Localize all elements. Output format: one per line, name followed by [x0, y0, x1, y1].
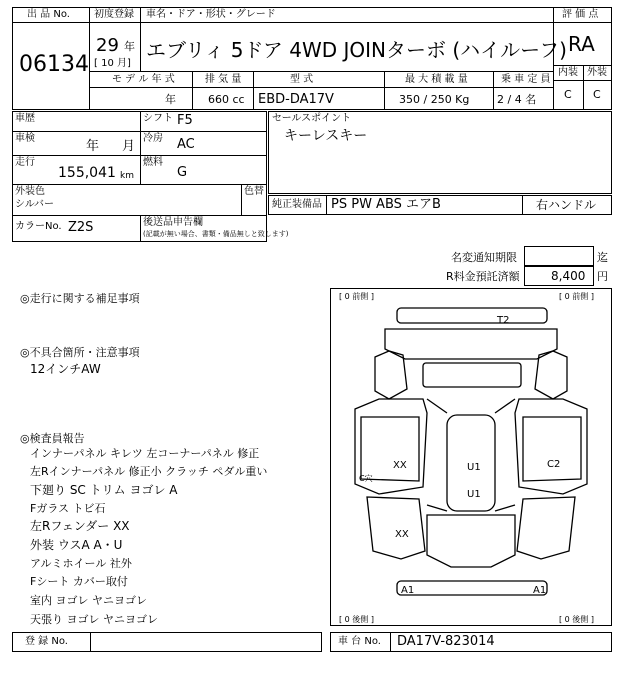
aftermarket-label: 後送品申告欄: [143, 217, 203, 228]
defects-title: ◎不具合箇所・注意事項: [20, 346, 140, 359]
displacement-label: 排 気 量: [205, 74, 242, 85]
inspector-line: 室内 ヨゴレ ヤニヨゴレ: [30, 594, 147, 607]
car-name-label: 車名・ドア・形状・グレード: [146, 9, 276, 20]
capacity-label: 乗 車 定 員: [501, 74, 551, 85]
recycle-fee-label: R料金預託済額: [446, 270, 520, 283]
ac-value: AC: [177, 137, 195, 152]
damage-mark-c-hole: C穴: [359, 474, 373, 483]
seating-capacity: 2 / 4 名: [497, 93, 537, 106]
shift-label: シフト: [143, 113, 173, 124]
damage-mark-xx-side: XX: [393, 460, 407, 471]
mileage-value: 155,041: [58, 165, 116, 181]
color-change-label: 色替: [244, 186, 264, 197]
inspector-line: Fガラス トビ石: [30, 502, 106, 515]
registration-year: 29: [96, 35, 119, 56]
corner-label-rear-left: [ 0 後側 ]: [339, 615, 374, 624]
equipment-label: 純正装備品: [272, 199, 322, 210]
inspector-line: 左Rインナーパネル 修正小 クラッチ ペダル重い: [30, 465, 268, 478]
inspector-line: 外装 ウスA A・U: [30, 538, 123, 552]
mileage-label: 走行: [15, 157, 35, 168]
sales-point-label: セールスポイント: [272, 113, 352, 124]
damage-mark-a1-right: A1: [533, 585, 547, 596]
driving-notes-title: ◎走行に関する補足事項: [20, 292, 140, 305]
grade-score: RA: [568, 32, 595, 56]
damage-mark-t2: T2: [497, 315, 510, 326]
grade-label: 評 価 点: [562, 9, 599, 20]
damage-diagram: [330, 288, 612, 626]
aftermarket-note: (記載が無い場合、書類・備品無しと致します): [143, 230, 289, 238]
steering-side: 右ハンドル: [536, 198, 597, 212]
ac-label: 冷房: [143, 133, 163, 144]
corner-label-front-left: [ 0 前側 ]: [339, 292, 374, 301]
damage-mark-u1-roof: U1: [467, 462, 481, 473]
fuel-label: 燃料: [143, 157, 163, 168]
registration-number-label: 登 録 No.: [25, 636, 68, 647]
damage-mark-xx-rear: XX: [395, 529, 409, 540]
chassis-number-label: 車 台 No.: [338, 636, 381, 647]
max-load-label: 最 大 積 載 量: [405, 74, 468, 85]
mileage-unit: km: [120, 171, 134, 181]
inspection-month-unit: 月: [122, 139, 136, 154]
corner-label-rear-right: [ 0 後側 ]: [559, 615, 594, 624]
exterior-grade: C: [593, 88, 601, 101]
inspection-label: 車検: [15, 133, 35, 144]
exterior-label: 外装: [587, 67, 607, 78]
recycle-fee-unit: 円: [597, 270, 608, 283]
max-load: 350 / 250 Kg: [399, 93, 470, 106]
registration-month: [ 10 月]: [94, 58, 131, 69]
lot-number: 06134: [19, 52, 89, 77]
model-year-label: モ デ ル 年 式: [112, 74, 175, 85]
color-number: Z2S: [68, 220, 94, 235]
recycle-fee: 8,400: [551, 269, 586, 283]
recall-deadline-value: [524, 246, 594, 266]
equipment-list: PS PW ABS エアB: [331, 197, 441, 212]
history-label: 車歴: [15, 113, 35, 124]
inspector-line: 下廻り SC トリム ヨゴレ A: [30, 483, 178, 497]
damage-mark-c2: C2: [547, 459, 561, 470]
vehicle-outline-svg: [331, 289, 611, 625]
lot-number-label: 出 品 No.: [27, 9, 70, 20]
interior-label: 内装: [558, 67, 578, 78]
inspector-line: インナーパネル キレツ 左コーナーパネル 修正: [30, 447, 260, 460]
defect-line: 12インチAW: [30, 362, 101, 376]
inspection-year-unit: 年: [86, 139, 100, 154]
model-year-unit: 年: [165, 93, 176, 106]
recall-deadline-label: 名変通知期限: [451, 251, 517, 264]
displacement: 660 cc: [208, 93, 245, 106]
color-number-label: カラーNo.: [15, 221, 62, 232]
sales-point: キーレスキー: [284, 128, 368, 144]
first-registration-label: 初度登録: [94, 9, 134, 20]
inspector-line: アルミホイール 社外: [30, 557, 132, 570]
exterior-color: シルバー: [15, 199, 55, 210]
model-type: EBD-DA17V: [258, 92, 334, 107]
interior-grade: C: [564, 88, 572, 101]
type-label: 型 式: [290, 74, 314, 85]
inspector-report-title: ◎検査員報告: [20, 432, 85, 445]
registration-year-unit: 年: [124, 40, 135, 53]
chassis-number: DA17V-823014: [397, 634, 495, 649]
recall-deadline-unit: 迄: [597, 251, 608, 264]
inspector-line: 左Rフェンダー XX: [30, 519, 130, 533]
inspector-line: Fシート カバー取付: [30, 575, 128, 588]
corner-label-front-right: [ 0 前側 ]: [559, 292, 594, 301]
fuel-value: G: [177, 165, 188, 180]
inspector-line: 天張り ヨゴレ ヤニヨゴレ: [30, 613, 158, 626]
damage-mark-u1-rear: U1: [467, 489, 481, 500]
damage-mark-a1-left: A1: [401, 585, 415, 596]
exterior-color-label: 外装色: [15, 186, 45, 197]
car-name: エブリィ 5ドア 4WD JOINターボ (ハイルーフ): [146, 38, 567, 62]
shift-value: F5: [177, 113, 193, 128]
